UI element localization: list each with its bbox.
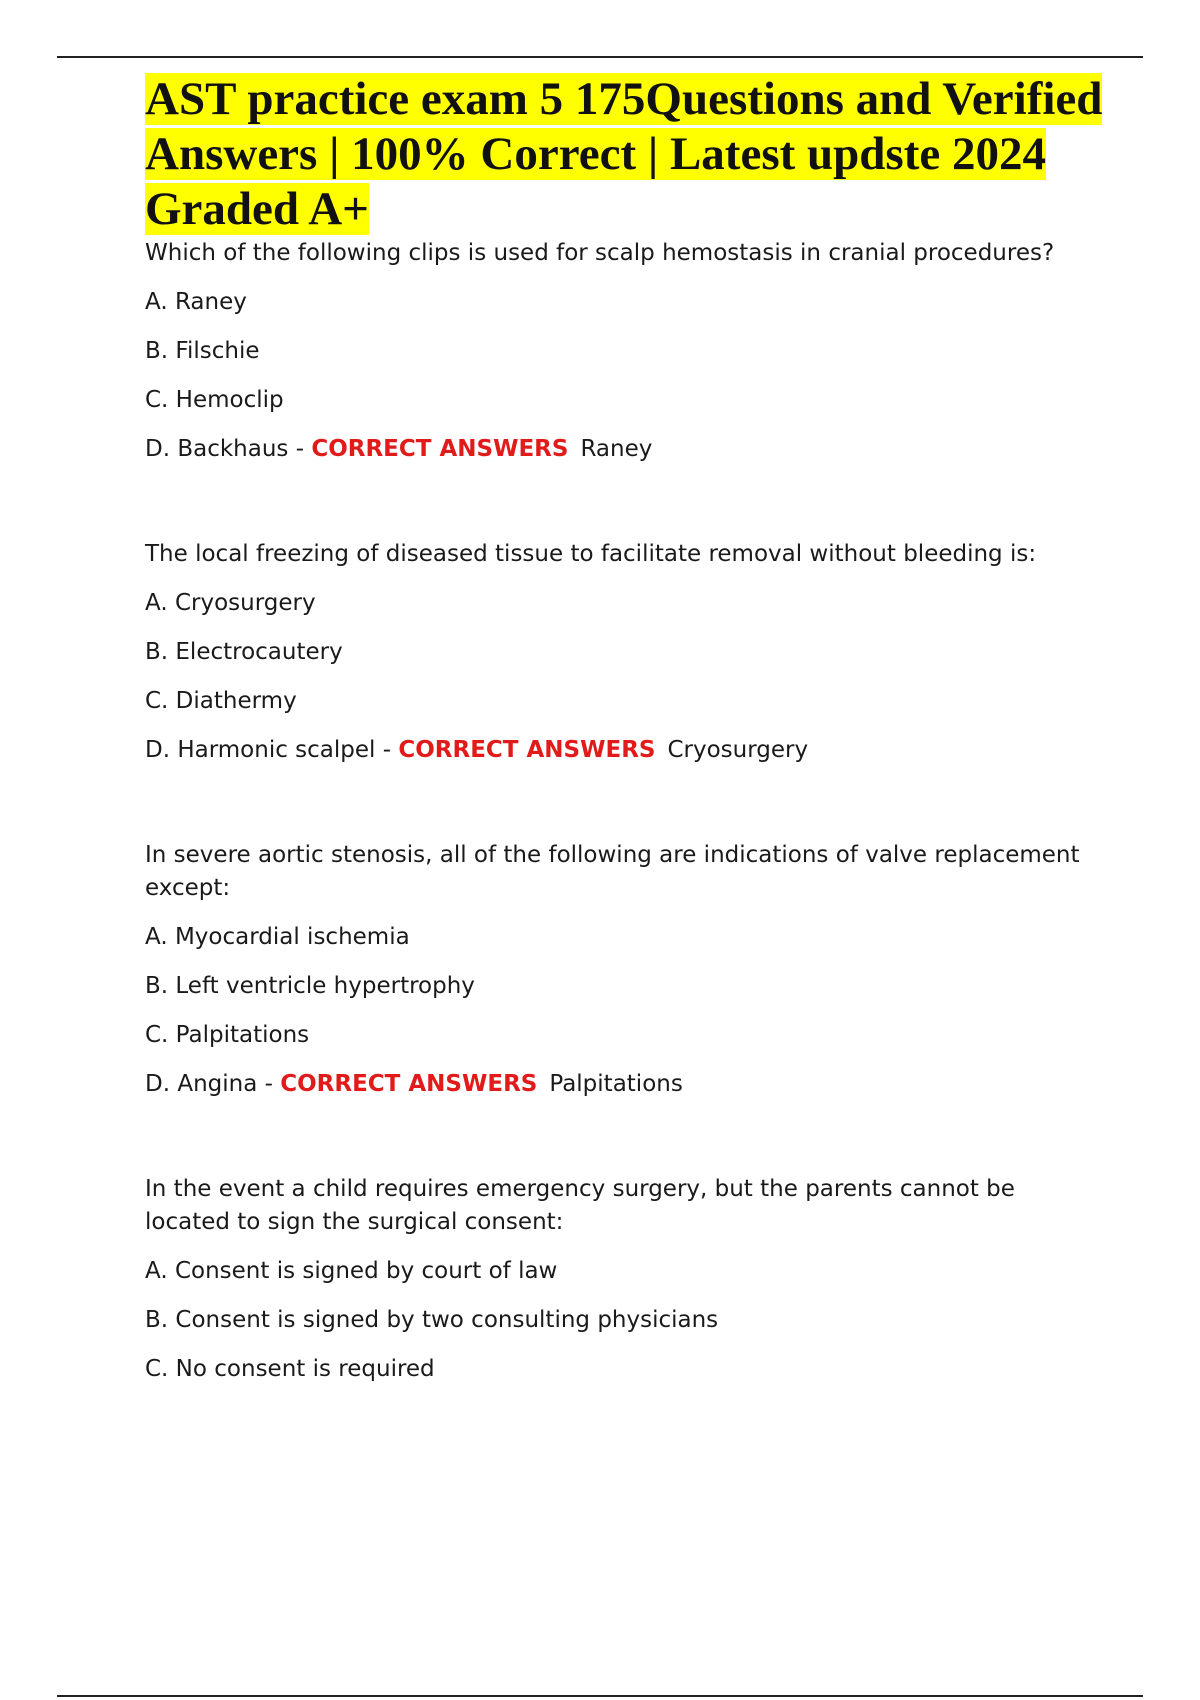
option-d-with-answer [145,1068,1105,1101]
option-b: B. Left ventricle hypertrophy [145,973,475,999]
correct-answers-label: CORRECT ANSWERS [311,436,569,462]
question-spacer [145,783,1105,839]
bottom-divider [57,1695,1143,1697]
option-c: C. Palpitations [145,1022,310,1048]
option-d-with-answer [145,734,1105,767]
option-d: D. Angina [145,1071,258,1097]
document-title-highlight: AST practice exam 5 175Questions and Verified Answers | 100% Correct | Latest updste 2024 Graded A+ [145,73,1103,235]
correct-answer: Cryosurgery [667,737,809,763]
option-d: D. Harmonic scalpel [145,737,376,763]
option-c: C. Diathermy [145,688,297,714]
correct-answers-label: CORRECT ANSWERS [398,737,656,763]
question-text: The local freezing of diseased tissue to facilitate removal without bleeding is: [145,541,1037,567]
option-d: D. Backhaus [145,436,289,462]
option-b: B. Consent is signed by two consulting physicians [145,1307,719,1333]
answer-separator: - [375,737,399,763]
option-d-with-answer [145,433,1105,466]
question-block-4 [145,1173,1105,1386]
question-text: Which of the following clips is used for scalp hemostasis in cranial procedures? [145,240,1055,266]
option-a: A. Raney [145,289,247,315]
question-block-1 [145,237,1105,466]
question-spacer [145,1117,1105,1173]
option-b: B. Filschie [145,338,260,364]
option-a: A. Myocardial ischemia [145,924,410,950]
correct-answers-label: CORRECT ANSWERS [280,1071,538,1097]
question-block-3 [145,839,1105,1101]
correct-answer: Palpitations [549,1071,683,1097]
option-b: B. Electrocautery [145,639,343,665]
option-c: C. Hemoclip [145,387,284,413]
document-title [145,72,1105,237]
option-a: A. Cryosurgery [145,590,316,616]
question-spacer [145,482,1105,538]
answer-separator: - [288,436,312,462]
option-c: C. No consent is required [145,1356,435,1382]
document-content [145,72,1105,1402]
question-text: In the event a child requires emergency surgery, but the parents cannot be located to sign the surgical consent: [145,1176,1015,1235]
option-a: A. Consent is signed by court of law [145,1258,558,1284]
top-divider [57,56,1143,58]
answer-separator: - [257,1071,281,1097]
question-text: In severe aortic stenosis, all of the following are indications of valve replacement except: [145,842,1080,901]
question-block-2 [145,538,1105,767]
correct-answer: Raney [580,436,653,462]
